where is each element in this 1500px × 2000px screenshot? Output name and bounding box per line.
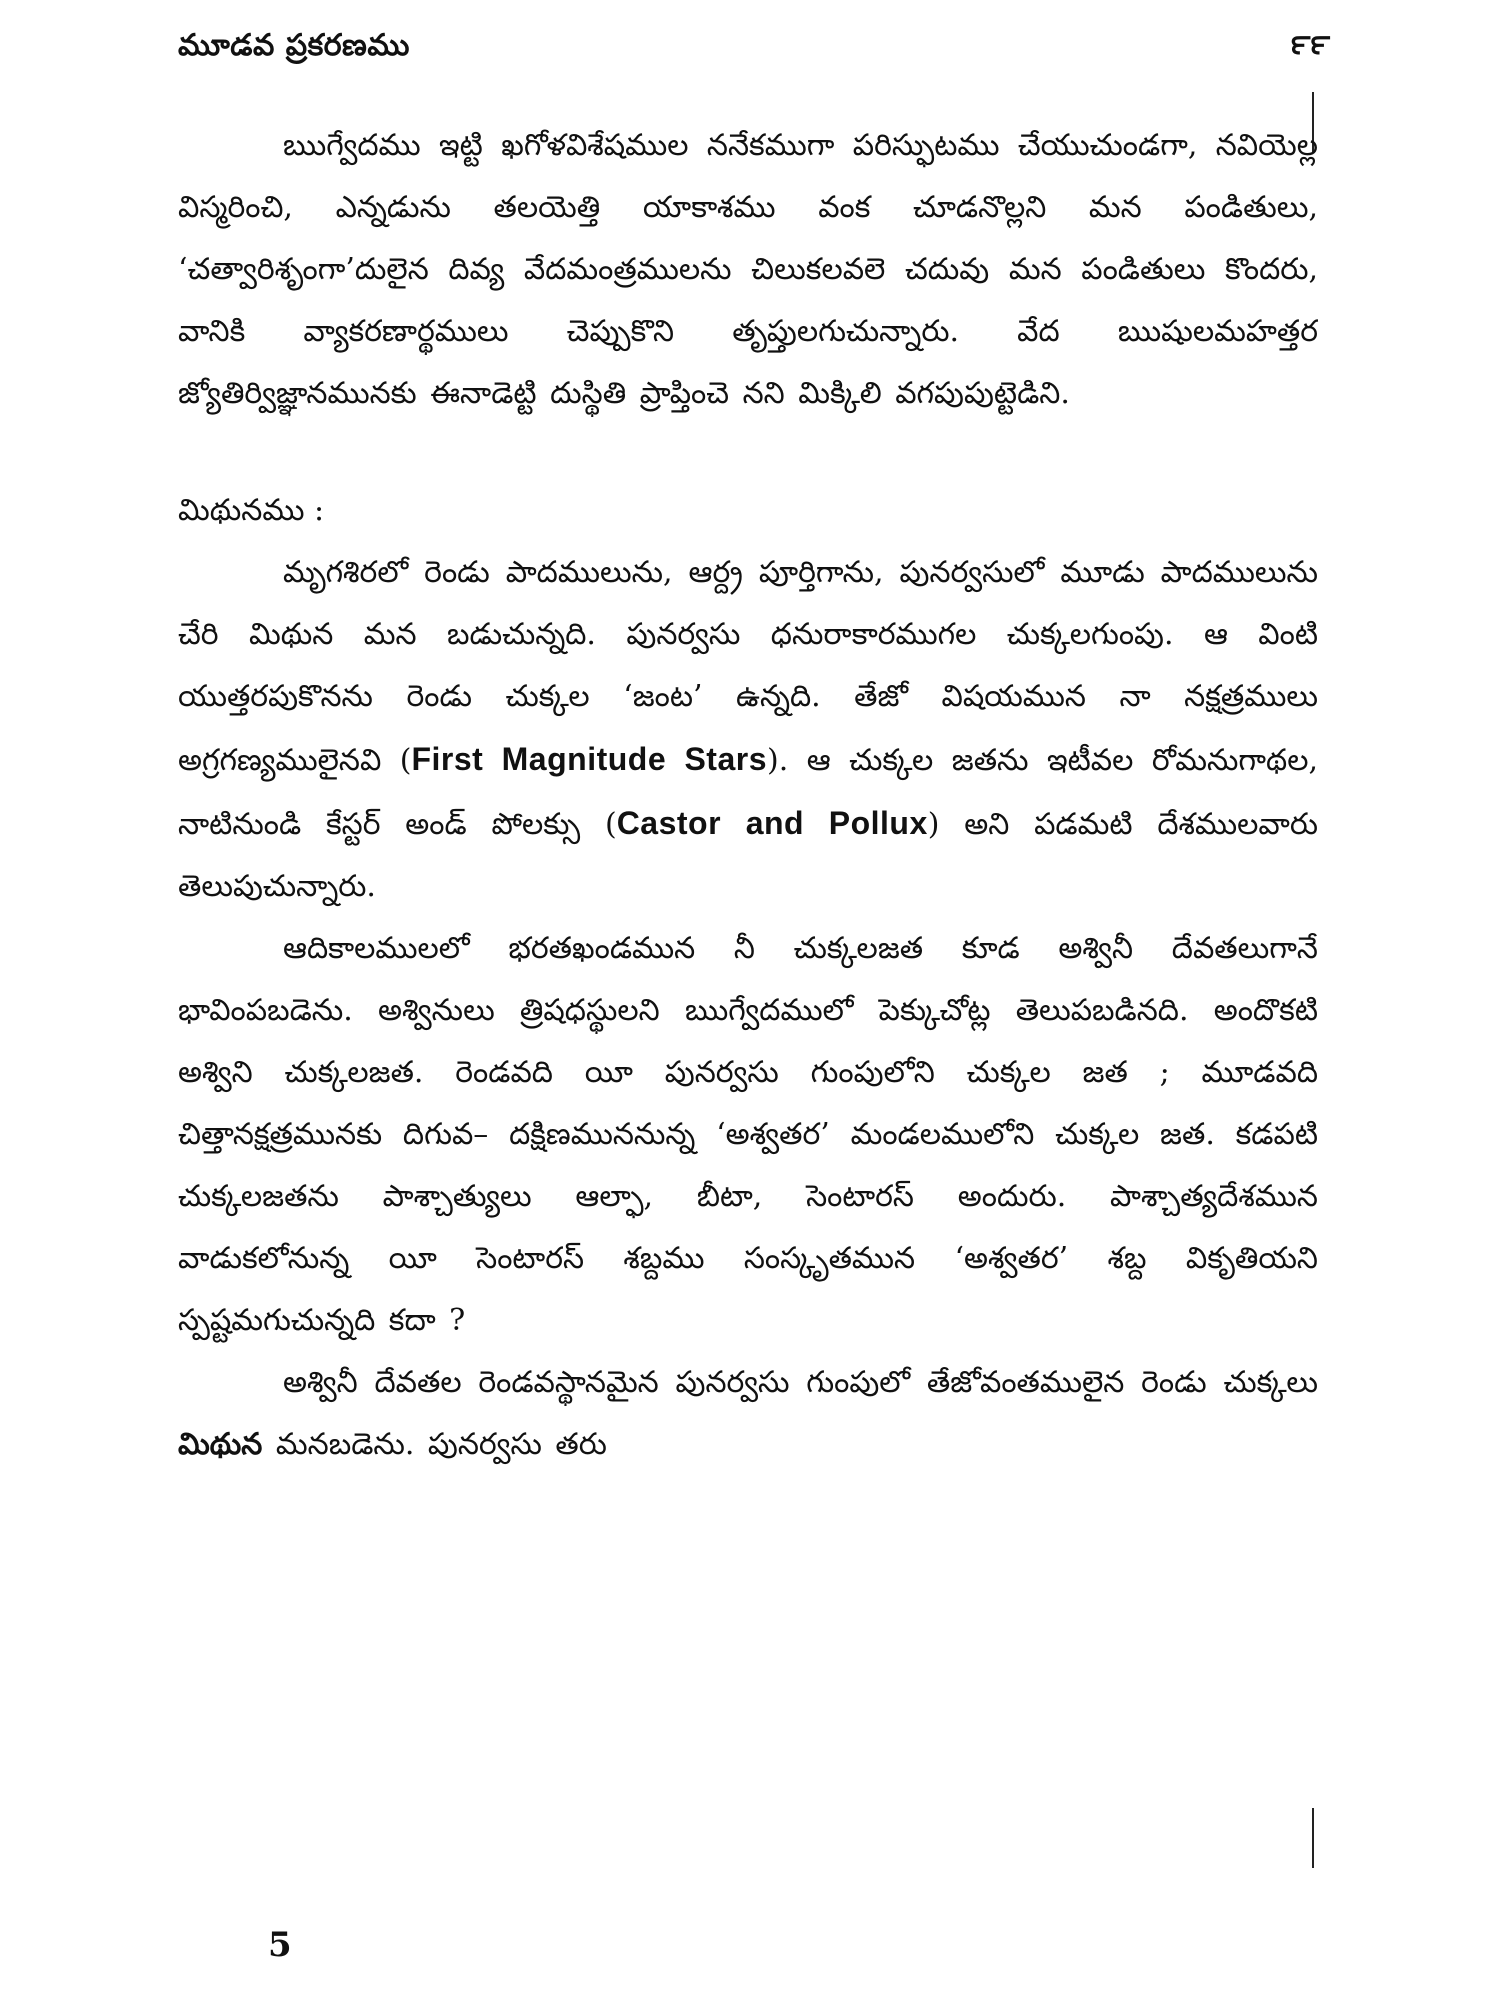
section-heading-mithunamu: మిథునము : [178,493,325,528]
paragraph-mithuna-text-b: ). ఆ చుక్కల జతను ఇటీవల రోమనుగాథల, నాటినుండి కేస్టర్ అండ్ పోలక్సు ( [178,743,1318,842]
paragraph-mithuna-intro [178,542,1318,918]
castor-pollux-label: Castor and Pollux [616,805,928,841]
first-magnitude-stars-label: First Magnitude Stars [411,741,768,777]
page-number: ౯౯ [1290,28,1330,61]
running-header-title: మూడవ ప్రకరణము [178,28,410,63]
mithuna-bold-word: మిథున [178,1427,263,1462]
paragraph-punarvasu-text-a: అశ్వినీ దేవతల రెండవస్థానమైన పునర్వసు గుంపులో తేజోవంతములైన రెండు చుక్కలు [283,1365,1318,1400]
paragraph-punarvasu [178,1352,1318,1476]
document-body [178,115,1318,1476]
paragraph-ashvini: ఆదికాలములలో భరతఖండమున నీ చుక్కలజత కూడ అశ్వినీ దేవతలుగానే భావింపబడెను. అశ్వినులు త్రిషధస్థులని ఋగ్వేదములో పెక్కుచోట్ల తెలుపబడినది. అందొకటి అశ్విని చుక్కలజత. రెండవది యీ పునర్వసు గుంపులోని చుక్కల జత ; మూడవది చిత్తానక్షత్రమునకు దిగువ– దక్షిణముననున్న ‘అశ్వతర’ మండలములోని చుక్కల జత. కడపటి చుక్కలజతను పాశ్చాత్యులు ఆల్ఫా, బీటా, సెంటారస్ అందురు. పాశ్చాత్యదేశమున వాడుకలోనున్న యీ సెంటారస్ శబ్దము సంస్కృతమున ‘అశ్వతర’ శబ్ద వికృతియని స్పష్టమగుచున్నది కదా ? [178,931,1318,1338]
paragraph-mithuna-text-c: ) అని పడమటి దేశములవారు తెలుపుచున్నారు. [178,807,1318,904]
paragraph-rigveda: ఋగ్వేదము ఇట్టి ఖగోళవిశేషముల ననేకముగా పరిస్ఫుటము చేయుచుండగా, నవియెల్ల విస్మరించి, ఎన్నడును తలయెత్తి యాకాశము వంక చూడనొల్లని మన పండితులు, ‘చత్వారిశృంగా’దులైన దివ్య వేదమంత్రములను చిలుకలవలె చదువు మన పండితులు కొందరు, వానికి వ్యాకరణార్థములు చెప్పుకొని తృప్తులగుచున్నారు. వేద ఋషులమహత్తర జ్యోతిర్విజ్ఞానమునకు ఈనాడెట్టి దుస్థితి ప్రాప్తించె నని మిక్కిలి వగపుపుట్టెడిని. [178,128,1318,411]
paragraph-punarvasu-text-b: మనబడెను. పునర్వసు తరు [262,1427,607,1462]
paragraph-mithuna-text-a: మృగశిరలో రెండు పాదములును, ఆర్ద్ర పూర్తిగాను, పునర్వసులో మూడు పాదములును చేరి మిథున మన బడుచున్నది. పునర్వసు ధనురాకారముగల చుక్కలగుంపు. ఆ వింటి యుత్తరపుకొనను రెండు చుక్కల ‘జంట’ ఉన్నది. తేజో విషయమున నా నక్షత్రములు అగ్రగణ్యములైనవి ( [178,555,1318,778]
margin-rule-bottom [1312,1808,1314,1868]
signature-mark: 5 [268,1925,292,1965]
